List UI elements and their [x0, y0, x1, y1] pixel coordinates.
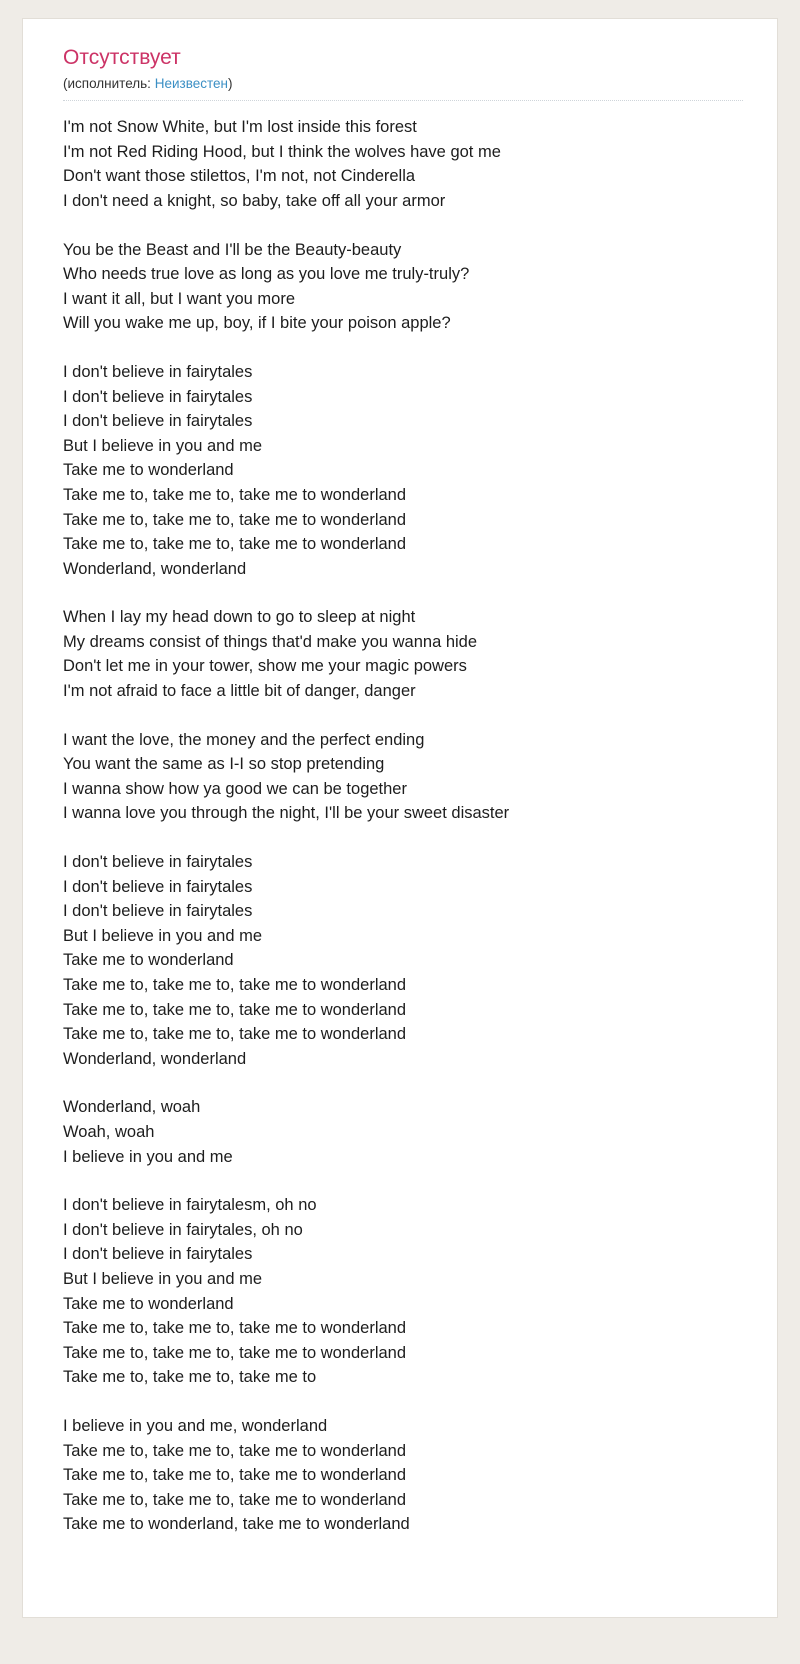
lyrics-line: Woah, woah — [63, 1122, 155, 1141]
lyrics-line: Take me to, take me to, take me to wonderland — [63, 1025, 407, 1044]
lyrics-line: I believe in you and me — [63, 1147, 233, 1166]
lyrics-line: But I believe in you and me — [63, 1269, 263, 1288]
lyrics-sheet — [22, 18, 778, 1618]
lyrics-line: You want the same as I-I so stop pretending — [63, 755, 385, 774]
lyrics-line: Take me to wonderland — [63, 461, 234, 480]
lyrics-line: Take me to, take me to, take me to wonderland — [63, 485, 407, 504]
lyrics-line: I don't believe in fairytales — [63, 412, 253, 431]
lyrics-line: I don't believe in fairytales, oh no — [63, 1220, 303, 1239]
lyrics-line: Wonderland, woah — [63, 1098, 201, 1117]
lyrics-line: I want it all, but I want you more — [63, 289, 296, 308]
lyrics-line: But I believe in you and me — [63, 926, 263, 945]
lyrics-line: Don't want those stilettos, I'm not, not Cinderella — [63, 167, 416, 186]
lyrics-line: I don't believe in fairytales — [63, 1245, 253, 1264]
lyrics-line: My dreams consist of things that'd make you wanna hide — [63, 632, 478, 651]
lyrics-line: When I lay my head down to go to sleep at night — [63, 608, 416, 627]
lyrics-line: Take me to, take me to, take me to wonderland — [63, 1343, 407, 1362]
lyrics-line: You be the Beast and I'll be the Beauty-beauty — [63, 240, 402, 259]
lyrics-verse — [63, 1095, 743, 1169]
lyrics-verse — [63, 1414, 743, 1537]
lyrics-line: I don't believe in fairytales — [63, 362, 253, 381]
lyrics-line: Take me to, take me to, take me to — [63, 1368, 317, 1387]
lyrics-line: I don't need a knight, so baby, take off all your armor — [63, 191, 446, 210]
lyrics-line: I'm not Snow White, but I'm lost inside this forest — [63, 118, 417, 137]
lyrics-line: I don't believe in fairytales — [63, 902, 253, 921]
lyrics-line: Who needs true love as long as you love me truly-truly? — [63, 265, 470, 284]
lyrics-line: I want the love, the money and the perfect ending — [63, 730, 425, 749]
lyrics-line: I'm not afraid to face a little bit of danger, danger — [63, 682, 416, 701]
lyrics-line: Take me to wonderland — [63, 1294, 234, 1313]
lyrics-line: Take me to, take me to, take me to wonderland — [63, 1000, 407, 1019]
lyrics-line: I wanna love you through the night, I'll be your sweet disaster — [63, 804, 510, 823]
lyrics-verse — [63, 605, 743, 703]
lyrics-line: I don't believe in fairytalesm, oh no — [63, 1196, 317, 1215]
lyrics-line: Take me to, take me to, take me to wonderland — [63, 535, 407, 554]
lyrics-line: I'm not Red Riding Hood, but I think the wolves have got me — [63, 142, 501, 161]
lyrics-line: But I believe in you and me — [63, 436, 263, 455]
lyrics-line: Take me to, take me to, take me to wonderland — [63, 1490, 407, 1509]
lyrics-line: Take me to wonderland — [63, 951, 234, 970]
page-title: Отсутствует — [63, 46, 181, 69]
lyrics-line: I wanna show how ya good we can be together — [63, 779, 407, 798]
lyrics-line: Take me to, take me to, take me to wonderland — [63, 1441, 407, 1460]
artist-label: (исполнитель: — [63, 76, 151, 92]
artist-close-paren: ) — [227, 76, 233, 92]
lyrics-line: I believe in you and me, wonderland — [63, 1416, 328, 1435]
lyrics-line: I don't believe in fairytales — [63, 853, 253, 872]
lyrics-line: Take me to wonderland, take me to wonderland — [63, 1515, 410, 1534]
lyrics-line: Take me to, take me to, take me to wonderland — [63, 510, 407, 529]
lyrics-line: Wonderland, wonderland — [63, 559, 247, 578]
lyrics-line: Wonderland, wonderland — [63, 1049, 247, 1068]
lyrics-verse — [63, 1193, 743, 1390]
lyrics-line: Will you wake me up, boy, if I bite your poison apple? — [63, 314, 451, 333]
lyrics-verse — [63, 115, 743, 213]
lyrics-line: Don't let me in your tower, show me your magic powers — [63, 657, 467, 676]
artist-line — [63, 76, 743, 101]
lyrics-line: Take me to, take me to, take me to wonderland — [63, 1319, 407, 1338]
lyrics-line: I don't believe in fairytales — [63, 877, 253, 896]
artist-link[interactable]: Неизвестен — [154, 76, 228, 92]
lyrics-line: Take me to, take me to, take me to wonderland — [63, 976, 407, 994]
lyrics-line: Take me to, take me to, take me to wonderland — [63, 1466, 407, 1485]
lyrics-line: I don't believe in fairytales — [63, 387, 253, 406]
lyrics-verse — [63, 238, 743, 336]
lyrics-verse — [63, 728, 743, 826]
lyrics-body — [63, 115, 743, 1537]
lyrics-verse — [63, 360, 743, 581]
lyrics-verse — [63, 850, 743, 1071]
